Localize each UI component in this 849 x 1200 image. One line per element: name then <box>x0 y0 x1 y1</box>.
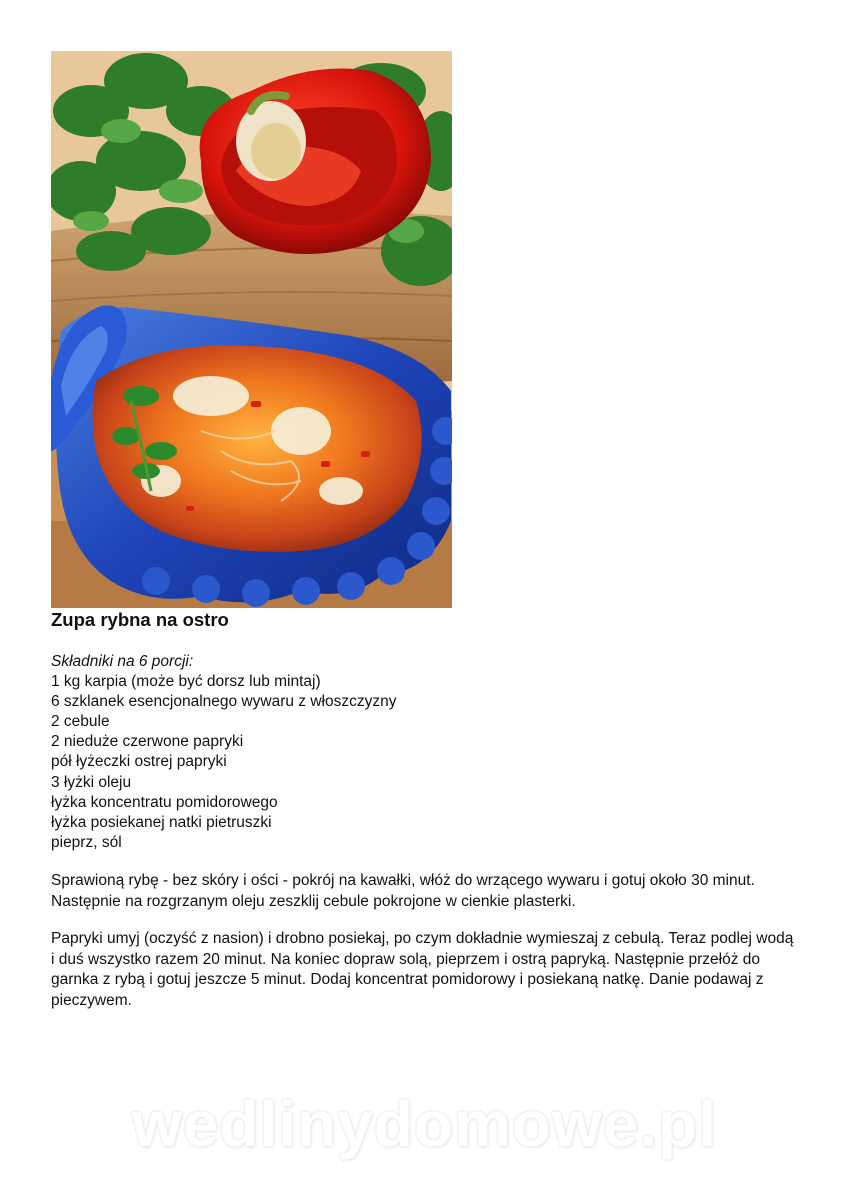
ingredient-item: 2 cebule <box>51 713 110 731</box>
instructions-paragraph-1: Sprawioną rybę - bez skóry i ości - pokrój na kawałki, włóż do wrzącego wywaru i gotuj około 30 minut. Następnie na rozgrzanym oleju zeszklij cebule pokrojone w cienkie plasterki. <box>51 872 755 910</box>
ingredients-section <box>51 652 396 853</box>
site-watermark: wedlinydomowe.pl <box>132 1088 717 1160</box>
ingredients-heading: Składniki na 6 porcji: <box>51 653 194 670</box>
ingredient-item: 2 nieduże czerwone papryki <box>51 733 244 751</box>
ingredient-item: 6 szklanek esencjonalnego wywaru z włoszczyzny <box>51 693 397 711</box>
instructions-paragraph-2: Papryki umyj (oczyść z nasion) i drobno posiekaj, po czym dokładnie wymieszaj z cebulą. Teraz podlej wodą i duś wszystko razem 20 minut. Na koniec dopraw solą, pieprzem i ostrą papryką. Następnie przełóż do garnka z rybą i gotuj jeszcze 5 minut. Dodaj koncentrat pomidorowy i posiekaną natkę. Danie podawaj z pieczywem. <box>51 930 794 1009</box>
fish-soup-photo <box>51 51 452 608</box>
ingredient-item: pół łyżeczki ostrej papryki <box>51 753 227 771</box>
ingredient-item: 3 łyżki oleju <box>51 773 132 791</box>
ingredient-item: łyżka posiekanej natki pietruszki <box>51 813 272 831</box>
ingredient-item: pieprz, sól <box>51 833 122 851</box>
ingredient-item: łyżka koncentratu pomidorowego <box>51 793 278 811</box>
ingredient-item: 1 kg karpia (może być dorsz lub mintaj) <box>51 673 321 691</box>
ingredients-list <box>51 672 396 853</box>
recipe-title: Zupa rybna na ostro <box>51 609 229 630</box>
fish-soup-illustration <box>51 51 452 608</box>
